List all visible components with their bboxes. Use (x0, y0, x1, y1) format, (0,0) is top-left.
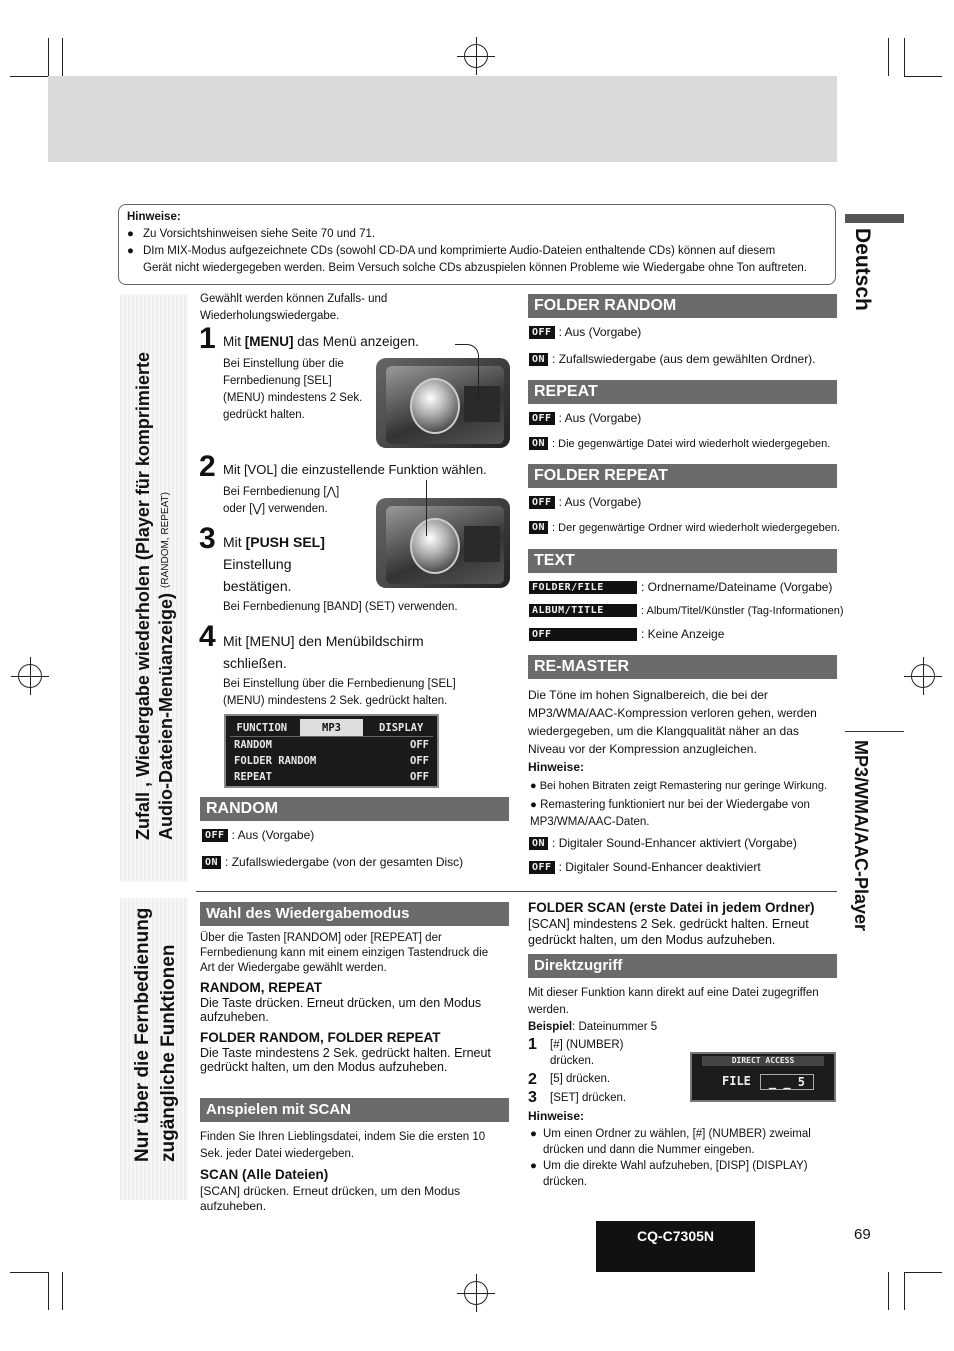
section2-title (124, 906, 188, 1162)
option-row: ON : Die gegenwärtige Datei wird wiederholt wiedergegeben. (529, 437, 830, 450)
folder-random-heading: FOLDER RANDOM (528, 294, 837, 318)
lcd-tab-display: DISPLAY (379, 722, 424, 734)
note-item: Gerät nicht wiedergegeben werden. Beim Versuch solche CDs abzuspielen können Probleme wie Wiedergabe ohne Ton auftreten. (143, 262, 807, 274)
crop-mark (62, 38, 63, 76)
page-number: 69 (854, 1226, 871, 1243)
step2-text: Mit [VOL] die einzustellende Funktion wählen. (223, 462, 487, 477)
crop-mark (10, 1272, 48, 1273)
registration-mark (464, 44, 488, 68)
direct-lcd-row: FILE _ _ 5 (692, 1066, 834, 1090)
option-row: OFF : Aus (Vorgabe) (529, 495, 641, 509)
note-item: DIm MIX-Modus aufgezeichnete CDs (sowohl CD-DA und komprimierte Audio-Dateien enthaltende CDs) können auf diesem (143, 245, 776, 257)
section1-title-line2: Audio-Dateien-Menüanzeige) (156, 592, 176, 840)
random-heading: RANDOM (200, 797, 509, 821)
folder-scan-sub: FOLDER SCAN (erste Datei in jedem Ordner) (528, 900, 815, 915)
tab-divider (845, 731, 904, 732)
crop-mark (904, 38, 905, 76)
option-row: ON : Zufallswiedergabe (aus dem gewählten Ordner). (529, 352, 816, 366)
scan-sub1-text: [SCAN] drücken. Erneut drücken, um den Modus aufzuheben. (200, 1184, 461, 1213)
option-row: OFF : Aus (Vorgabe) (529, 411, 641, 425)
registration-mark (911, 664, 935, 688)
step4-remote: Bei Einstellung über die Fernbedienung [SEL] (MENU) mindestens 2 Sek. gedrückt halten. (223, 678, 456, 707)
remaster-note: ● Remastering funktioniert nur bei der Wiedergabe von MP3/WMA/AAC-Daten. (530, 799, 810, 828)
menu-lcd (224, 714, 439, 788)
tab-bar (845, 214, 904, 223)
direct-step1: [#] (NUMBER) drücken. (550, 1039, 624, 1067)
direct-notes-title: Hinweise: (528, 1109, 585, 1123)
crop-mark (904, 1272, 942, 1273)
section1-title (120, 300, 190, 840)
text-heading: TEXT (528, 549, 837, 573)
direct-example: Beispiel: Dateinummer 5 (528, 1021, 658, 1033)
scan-heading: Anspielen mit SCAN (200, 1098, 509, 1122)
repeat-heading: REPEAT (528, 380, 837, 404)
step2-remote: Bei Fernbedienung [⋀] oder [⋁] verwenden. (223, 486, 340, 515)
step-number: 4 (199, 620, 216, 653)
random-on-row: ON : Zufallswiedergabe (von der gesamten Disc) (202, 855, 463, 869)
section-divider (196, 891, 837, 892)
option-row: ON : Der gegenwärtige Ordner wird wiederholt wiedergegeben. (529, 521, 840, 534)
lcd-tab-function: FUNCTION (236, 722, 288, 734)
mode-sub2: FOLDER RANDOM, FOLDER REPEAT (200, 1030, 441, 1045)
step3-remote: Bei Fernbedienung [BAND] (SET) verwenden. (223, 601, 458, 613)
step1-remote: Bei Einstellung über die Fernbedienung [SEL] (MENU) mindestens 2 Sek. gedrückt halten. (223, 358, 363, 421)
crop-mark (888, 38, 889, 76)
remaster-notes-title: Hinweise: (528, 760, 585, 774)
model-badge: CQ-C7305N (596, 1221, 755, 1272)
direct-step2: [5] drücken. (550, 1073, 611, 1085)
remaster-heading: RE-MASTER (528, 655, 837, 679)
step-number: 2 (528, 1071, 537, 1088)
lcd-row: FOLDER RANDOM OFF (234, 755, 429, 767)
mode-sub2-text: Die Taste mindestens 2 Sek. gedrückt halten. Erneut gedrückt halten, um den Modus aufzuheben. (200, 1046, 491, 1074)
section1-intro: Gewählt werden können Zufalls- und Wiederholungswiedergabe. (200, 293, 388, 322)
section1-title-line1: Zufall , Wiedergabe wiederholen (Player für komprimierte (133, 352, 153, 840)
section2-title-line1: Nur über die Fernbedienung (132, 907, 153, 1162)
option-row: OFF : Digitaler Sound-Enhancer deaktiviert (529, 860, 761, 874)
step1-text: Mit [MENU] das Menü anzeigen. (223, 334, 419, 349)
random-off-row: OFF : Aus (Vorgabe) (202, 828, 314, 842)
option-row: FOLDER/FILE : Ordnername/Dateiname (Vorgabe) (529, 580, 832, 594)
crop-mark (904, 1272, 905, 1310)
option-row: OFF : Keine Anzeige (529, 627, 724, 641)
direct-access-lcd (690, 1052, 836, 1102)
folder-scan-text: [SCAN] mindestens 2 Sek. gedrückt halten. Erneut gedrückt halten, um den Modus aufzuheben. (528, 917, 809, 947)
mode-heading: Wahl des Wiedergabemodus (200, 902, 509, 926)
step3-text: Mit [PUSH SEL] Einstellung bestätigen. (223, 534, 325, 594)
step-number: 3 (199, 522, 216, 555)
lcd-row: RANDOM OFF (234, 739, 429, 751)
option-row: OFF : Aus (Vorgabe) (529, 325, 641, 339)
header-band (48, 76, 837, 162)
crop-mark (10, 76, 48, 77)
scan-sub1: SCAN (Alle Dateien) (200, 1167, 329, 1182)
direct-heading: Direktzugriff (528, 954, 837, 978)
option-row: ALBUM/TITLE : Album/Titel/Künstler (Tag-Informationen) (529, 604, 844, 617)
step-number: 1 (528, 1036, 537, 1053)
remaster-note: ● Bei hohen Bitraten zeigt Remastering nur geringe Wirkung. (530, 780, 828, 792)
section2-title-line2: zugängliche Funktionen (158, 944, 179, 1162)
crop-mark (48, 1272, 49, 1310)
notes-box: Hinweise: ● Zu Vorsichtshinweisen siehe Seite 70 und 71. ● DIm MIX-Modus aufgezeichnete CDs (sowohl CD-DA und komprimierte Audio-Dateien enthaltende CDs) können auf diesem Gerät nicht wiedergegeben werden. Beim Versuch solche CDs abzuspielen können Probleme wie Wiedergabe ohne Ton auftreten. (118, 204, 836, 285)
direct-lcd-title: DIRECT ACCESS (702, 1056, 824, 1066)
lcd-tab-mp3: MP3 (300, 719, 364, 736)
remaster-body: Die Töne im hohen Signalbereich, die bei der MP3/WMA/AAC-Kompression verloren gehen, werden wiedergegeben, um die Klangqualität näher an das Niveau vor der Kompression anzugleichen. (528, 688, 817, 756)
callout-line (455, 344, 479, 404)
scan-intro: Finden Sie Ihren Lieblingsdatei, indem Sie die ersten 10 Sek. jeder Datei wiedergeben. (200, 1131, 486, 1160)
crop-mark (888, 1272, 889, 1310)
step-number: 3 (528, 1089, 537, 1106)
crop-mark (62, 1272, 63, 1310)
mode-sub1: RANDOM, REPEAT (200, 980, 323, 995)
step-number: 2 (199, 450, 216, 483)
step-number: 1 (199, 322, 216, 355)
crop-mark (48, 38, 49, 76)
mode-sub1-text: Die Taste drücken. Erneut drücken, um den Modus aufzuheben. (200, 996, 482, 1024)
registration-mark (18, 664, 42, 688)
note-item: Zu Vorsichtshinweisen siehe Seite 70 und 71. (143, 228, 376, 240)
language-tab: Deutsch (851, 228, 874, 311)
section1-title-suffix: (RANDOM, REPEAT) (160, 492, 171, 588)
direct-intro: Mit dieser Funktion kann direkt auf eine Datei zugegriffen werden. (528, 987, 819, 1016)
mode-intro: Über die Tasten [RANDOM] oder [REPEAT] der Fernbedienung kann mit einem einzigen Tastendruck die Art der Wiedergabe gewählt werden. (200, 932, 489, 974)
category-tab: MP3/WMA/AAC-Player (851, 740, 871, 932)
direct-step3: [SET] drücken. (550, 1092, 627, 1104)
step4-text: Mit [MENU] den Menübildschirm schließen. (223, 633, 424, 671)
notes-title: Hinweise: (127, 211, 181, 223)
registration-mark (464, 1281, 488, 1305)
lcd-row: REPEAT OFF (234, 771, 429, 783)
device-image (376, 498, 510, 588)
folder-repeat-heading: FOLDER REPEAT (528, 464, 837, 488)
option-row: ON : Digitaler Sound-Enhancer aktiviert (Vorgabe) (529, 836, 797, 850)
callout-line (426, 480, 427, 536)
device-image (376, 358, 510, 448)
direct-note: ● Um einen Ordner zu wählen, [#] (NUMBER) zweimal drücken und dann die Nummer eingeben. (530, 1128, 811, 1156)
crop-mark (904, 76, 942, 77)
direct-note: ● Um die direkte Wahl aufzuheben, [DISP] (DISPLAY) drücken. (530, 1160, 808, 1188)
